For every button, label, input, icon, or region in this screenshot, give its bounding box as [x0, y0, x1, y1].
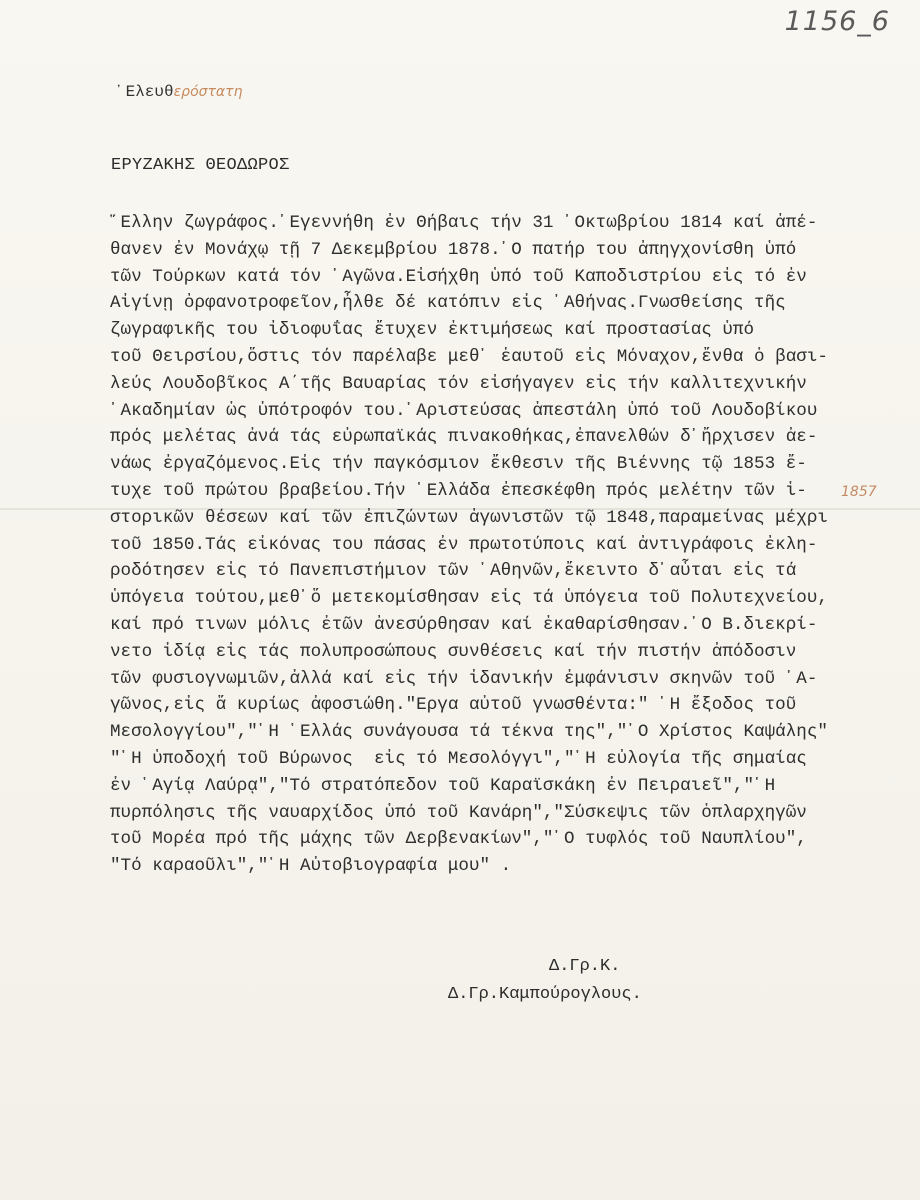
- body-line: καί πρό τινων μόλις ἐτῶν ἀνεσύρθησαν καί ἐκαθαρίσθησαν.᾿Ο Β.διεκρί-: [110, 614, 818, 635]
- body-line: θανεν ἐν Μονάχῳ τῇ 7 Δεκεμβρίου 1878.᾿Ο πατήρ του ἀπηγχονίσθη ὑπό: [110, 239, 797, 260]
- body-line: τῶν φυσιογνωμιῶν,ἀλλά καί εἰς τήν ἰδανικήν ἐμφάνισιν σκηνῶν τοῦ ᾿Α-: [110, 668, 818, 689]
- body-line: ζωγραφικῆς του ἰδιοφυΐας ἔτυχεν ἐκτιμήσεως καί προστασίας ὑπό: [110, 320, 755, 341]
- body-line: λεύς Λουδοβῖκος Α΄τῆς Βαυαρίας τόν εἰσήγαγεν εἰς τήν καλλιτεχνικήν: [110, 373, 807, 394]
- body-line: νάως ἐργαζόμενος.Εἰς τήν παγκόσμιον ἔκθεσιν τῆς Βιέννης τῷ 1853 ἔ-: [110, 454, 807, 475]
- body-line: τυχε τοῦ πρώτου βραβείου.Τήν ῾Ελλάδα ἐπεσκέφθη πρός μελέτην τῶν ἱ-: [110, 480, 807, 501]
- body-line: Αἰγίνῃ ὀρφανοτροφεῖον,ἦλθε δέ κατόπιν εἰς ᾿Αθήνας.Γνωσθείσης τῆς: [110, 293, 786, 314]
- signature-initials: Δ.Γρ.Κ.: [549, 957, 621, 976]
- body-line: γῶνος,εἰς ἅ κυρίως ἀφοσιώθη."Εργα αὐτοῦ γνωσθέντα:" ῾Η ἔξοδος τοῦ: [110, 695, 797, 716]
- catalog-number: 1156_6: [784, 6, 890, 37]
- margin-note: 1857: [841, 484, 877, 500]
- category-pencil: ερόστατη: [173, 84, 243, 100]
- body-line: ᾿Ακαδημίαν ὡς ὑπότροφόν του.᾿Αριστεύσας ἀπεστάλη ὑπό τοῦ Λουδοβίκου: [110, 400, 818, 421]
- body-line: νετο ἰδίᾳ εἰς τάς πολυπροσώπους συνθέσεις καί τήν πιστήν ἀπόδοσιν: [110, 641, 797, 662]
- body-line: ὑπόγεια τούτου,μεθ᾿ὅ μετεκομίσθησαν εἰς τά ὑπόγεια τοῦ Πολυτεχνείου,: [110, 588, 828, 609]
- signature-name: Δ.Γρ.Καμπούρογλους.: [448, 985, 642, 1004]
- category-label: [116, 83, 242, 101]
- body-line: τοῦ 1850.Τάς εἰκόνας του πάσας ἐν πρωτοτύποις καί ἀντιγράφοις ἐκλη-: [110, 534, 818, 555]
- category-typed: ᾿Ελευθ: [116, 83, 174, 101]
- body-line: Μεσολογγίου","῾Η ῾Ελλάς συνάγουσα τά τέκνα της","᾿Ο Χρίστος Καψάλης": [110, 722, 828, 743]
- body-line: ροδότησεν εἰς τό Πανεπιστήμιον τῶν ᾿Αθηνῶν,ἔκειντο δ᾿αὗται εἰς τά: [110, 561, 797, 582]
- entry-body: [110, 210, 845, 880]
- entry-heading: ΕΡΥΖΑΚΗΣ ΘΕΟΔΩΡΟΣ: [111, 156, 290, 175]
- body-line: τοῦ Μορέα πρό τῆς μάχης τῶν Δερβενακίων","᾿Ο τυφλός τοῦ Ναυπλίου",: [110, 829, 807, 850]
- body-line: τῶν Τούρκων κατά τόν ᾿Αγῶνα.Εἰσήχθη ὑπό τοῦ Καποδιστρίου εἰς τό ἐν: [110, 266, 807, 287]
- body-line: "῾Η ὑποδοχή τοῦ Βύρωνος εἰς τό Μεσολόγγι","῾Η εὐλογία τῆς σημαίας: [110, 748, 807, 769]
- body-line: ἐν ῾Αγίᾳ Λαύρᾳ","Τό στρατόπεδον τοῦ Καραϊσκάκη ἐν Πειραιεῖ","῾Η: [110, 775, 776, 796]
- body-line: ῞Ελλην ζωγράφος.᾿Εγεννήθη ἐν Θήβαις τήν 31 ᾿Οκτωβρίου 1814 καί ἀπέ-: [110, 213, 818, 233]
- body-line: τοῦ Θειρσίου,ὅστις τόν παρέλαβε μεθ᾿ ἑαυτοῦ εἰς Μόναχον,ἔνθα ὁ βασι-: [110, 346, 828, 367]
- body-line: πρός μελέτας ἀνά τάς εὐρωπαϊκάς πινακοθήκας,ἐπανελθών δ᾿ἤρχισεν ἀε-: [110, 427, 818, 448]
- body-line: πυρπόλησις τῆς ναυαρχίδος ὑπό τοῦ Κανάρη","Σύσκεψις τῶν ὁπλαρχηγῶν: [110, 802, 807, 823]
- body-line: στορικῶν θέσεων καί τῶν ἐπιζώντων ἀγωνιστῶν τῷ 1848,παραμείνας μέχρι: [110, 507, 828, 528]
- body-line: "Τό καραοῦλι","῾Η Αὐτοβιογραφία μου" .: [110, 856, 512, 877]
